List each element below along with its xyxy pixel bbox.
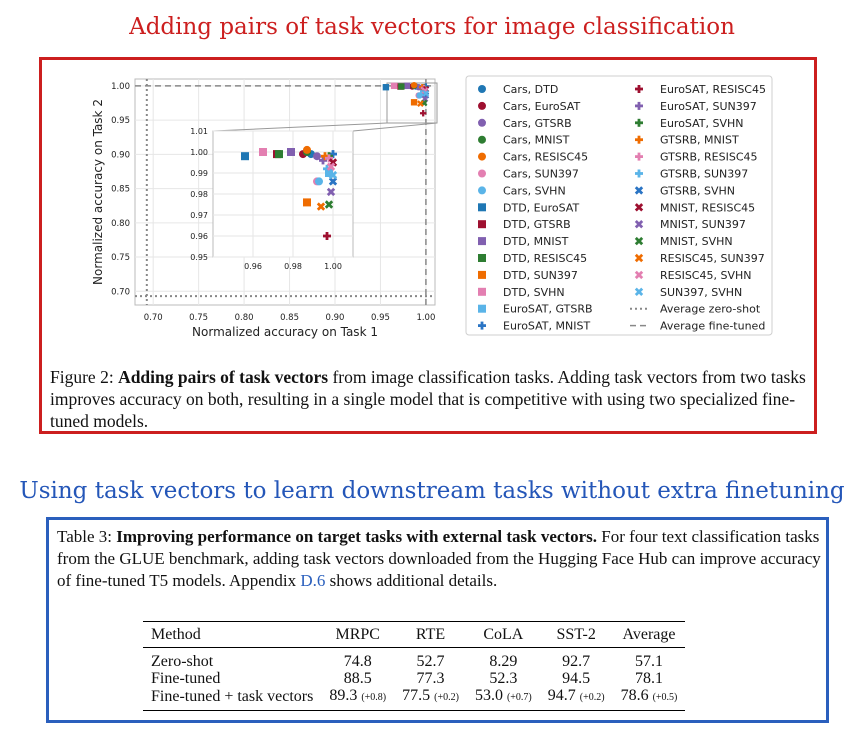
legend-label: DTD, SVHN (503, 285, 565, 299)
legend-label: EuroSAT, SUN397 (660, 99, 757, 113)
inset-point (287, 148, 295, 156)
value: 92.7 (562, 653, 591, 670)
table-caption (57, 526, 823, 592)
legend-label: GTSRB, SVHN (660, 184, 736, 198)
legend-marker (478, 153, 486, 161)
legend-label: EuroSAT, MNIST (503, 319, 591, 333)
scatter-figure (42, 60, 814, 360)
legend-marker-shape (478, 288, 486, 296)
legend-label: Cars, GTSRB (503, 116, 572, 130)
delta: (+0.2) (579, 692, 605, 703)
value: 77.3 (416, 670, 445, 687)
main-point (398, 83, 404, 89)
inset-y-tick-label: 1.00 (190, 148, 208, 157)
legend-label: GTSRB, SUN397 (660, 167, 749, 181)
value: 52.7 (416, 653, 445, 670)
value-cell (467, 687, 540, 711)
value-cell (321, 648, 394, 671)
main-point-shape (391, 83, 397, 89)
legend-label: EuroSAT, GTSRB (503, 302, 593, 316)
legend-marker (478, 186, 486, 194)
value: 57.1 (634, 653, 663, 670)
inset-point-shape (241, 152, 249, 160)
method-cell: Fine-tuned + task vectors (143, 687, 321, 711)
value-cell (613, 687, 686, 711)
legend-label: Cars, EuroSAT (503, 99, 581, 113)
table-caption-bold: Improving performance on target tasks with external task vectors. (116, 527, 598, 546)
legend-marker (478, 203, 486, 211)
inset-y-tick-label: 0.97 (190, 211, 208, 220)
legend-marker-shape (478, 102, 486, 110)
delta: (+0.5) (652, 692, 678, 703)
value: 94.5 (562, 670, 591, 687)
inset-point (259, 148, 267, 156)
table-box (46, 517, 829, 723)
legend-marker-shape (478, 254, 486, 262)
x-axis-label: Normalized accuracy on Task 1 (192, 325, 378, 339)
legend-label: Cars, SVHN (503, 184, 566, 198)
main-point (383, 84, 389, 90)
method-cell: Fine-tuned (151, 670, 221, 687)
legend-marker-shape (638, 85, 641, 93)
value-cell (467, 648, 540, 671)
y-tick-label: 0.70 (111, 287, 130, 298)
legend-marker (478, 220, 486, 228)
legend-label: Cars, DTD (503, 83, 559, 96)
legend-marker-shape (478, 220, 486, 228)
legend-label: Average fine-tuned (660, 319, 766, 333)
inset-point (275, 150, 283, 158)
inset-point-shape (259, 148, 267, 156)
legend-marker (478, 305, 486, 313)
legend-marker-shape (478, 85, 486, 93)
legend-label: DTD, EuroSAT (503, 201, 580, 215)
value: 52.3 (489, 670, 518, 687)
legend-label: DTD, MNIST (503, 235, 569, 249)
value-cell (540, 670, 613, 687)
legend-label: RESISC45, SUN397 (660, 252, 765, 265)
legend-label: DTD, GTSRB (503, 218, 571, 232)
table-row (143, 670, 685, 687)
legend-label: GTSRB, MNIST (660, 133, 739, 147)
value-cell (467, 670, 540, 687)
x-tick-label: 0.90 (325, 313, 345, 323)
value-cell (394, 670, 467, 687)
method-cell: Zero-shot (151, 653, 214, 670)
legend-marker-shape (478, 203, 486, 211)
legend-marker-shape (478, 186, 486, 194)
y-tick-label: 0.90 (111, 150, 130, 161)
y-tick-label: 0.80 (111, 218, 130, 229)
x-tick-label: 1.00 (416, 313, 436, 323)
value-cell (321, 670, 394, 687)
value: 53.0 (474, 687, 503, 704)
figure-caption (50, 366, 812, 432)
delta: (+0.2) (434, 692, 459, 703)
legend-label: RESISC45, SVHN (660, 268, 752, 282)
legend-label: EuroSAT, RESISC45 (660, 83, 766, 96)
legend-marker-shape (638, 170, 641, 178)
legend-marker (478, 170, 486, 178)
legend-label: MNIST, RESISC45 (660, 201, 756, 215)
header-average: Average (613, 622, 686, 648)
legend-label: Cars, RESISC45 (503, 150, 589, 164)
section-title-image-classification: Adding pairs of task vectors for image classification (129, 14, 735, 40)
legend-marker (478, 119, 486, 127)
legend-label: DTD, SUN397 (503, 268, 578, 282)
legend-label: EuroSAT, SVHN (660, 116, 744, 130)
figure-box (39, 57, 817, 434)
legend-marker (478, 136, 486, 144)
y-axis-label: Normalized accuracy on Task 2 (91, 99, 105, 285)
value-cell (394, 687, 467, 711)
legend-label: Average zero-shot (660, 302, 761, 316)
value: 8.29 (489, 653, 518, 670)
legend-marker-shape (478, 136, 486, 144)
value: 74.8 (343, 653, 372, 670)
legend-label: SUN397, SVHN (660, 285, 743, 299)
y-tick-label: 1.00 (111, 81, 130, 92)
inset-point (315, 177, 323, 185)
inset-y-tick-label: 0.99 (190, 169, 208, 178)
value: 78.1 (634, 670, 663, 687)
legend-marker (478, 254, 486, 262)
legend-marker-shape (481, 322, 484, 330)
main-point-shape (404, 83, 410, 89)
main-point (411, 82, 417, 88)
legend-marker (478, 271, 486, 279)
legend-marker (478, 102, 486, 110)
main-point (404, 83, 410, 89)
inset-point-shape (315, 177, 323, 185)
y-tick-label: 0.85 (111, 184, 130, 195)
value-cell (394, 648, 467, 671)
legend-marker-shape (478, 153, 486, 161)
x-tick-label: 0.75 (189, 313, 209, 323)
value-cell (321, 687, 394, 711)
inset-point-shape (287, 148, 295, 156)
legend-label: Cars, SUN397 (503, 167, 579, 181)
main-point-shape (411, 82, 417, 88)
delta: (+0.7) (506, 692, 532, 703)
table-caption-end: shows additional details. (325, 571, 498, 590)
inset-point-shape (303, 146, 311, 154)
inset-x-tick-label: 0.96 (244, 262, 262, 271)
inset-point (241, 152, 249, 160)
value: 77.5 (402, 687, 431, 704)
legend-marker (478, 85, 486, 93)
inset-point-shape (303, 198, 311, 206)
inset-y-tick-label: 0.96 (190, 232, 208, 241)
table-header-row (143, 622, 685, 648)
legend-marker (478, 237, 486, 245)
legend-label: DTD, RESISC45 (503, 252, 588, 265)
figure-caption-label: Figure 2: (50, 367, 114, 387)
main-point-shape (422, 110, 424, 116)
value-cell (540, 687, 613, 711)
inset-x-tick-label: 1.00 (324, 262, 342, 271)
table-row (143, 648, 685, 671)
section-title-downstream: Using task vectors to learn downstream tasks without extra finetuning (19, 478, 845, 504)
legend-marker (478, 288, 486, 296)
legend-marker-shape (478, 170, 486, 178)
value-cell (540, 648, 613, 671)
figure-caption-bold: Adding pairs of task vectors (118, 367, 329, 387)
figure-caption-text: from image classification tasks. Adding task vectors from two tasks improves accuracy on both, resulting in a single model that is competitive with using two specialized fine-tuned models. (50, 367, 806, 431)
legend-marker-shape (638, 136, 641, 144)
inset-point (303, 146, 311, 154)
x-tick-label: 0.80 (234, 313, 254, 323)
inset-point (303, 198, 311, 206)
appendix-link[interactable]: D.6 (300, 571, 326, 590)
table-row (143, 687, 685, 711)
legend-marker-shape (478, 237, 486, 245)
header-sst2: SST-2 (540, 622, 613, 648)
value: 88.5 (343, 670, 372, 687)
x-tick-label: 0.70 (143, 313, 163, 323)
legend-marker-shape (638, 102, 641, 110)
inset-y-tick-label: 0.98 (190, 190, 208, 199)
inset-x-tick-label: 0.98 (284, 262, 302, 271)
header-rte: RTE (394, 622, 467, 648)
main-point-shape (411, 99, 417, 105)
inset-y-tick-label: 0.95 (190, 253, 208, 262)
y-tick-label: 0.95 (111, 116, 130, 127)
main-point (391, 83, 397, 89)
value: 78.6 (620, 687, 649, 704)
legend-marker-shape (638, 119, 641, 127)
inset-point-shape (326, 232, 329, 240)
value: 94.7 (547, 687, 576, 704)
legend-marker-shape (478, 119, 486, 127)
table-caption-label: Table 3: (57, 527, 112, 546)
main-point (411, 99, 417, 105)
header-method: Method (143, 622, 321, 648)
header-cola: CoLA (467, 622, 540, 648)
legend-marker-shape (638, 153, 641, 161)
main-point-shape (383, 84, 389, 90)
delta: (+0.8) (361, 692, 387, 703)
main-point-shape (398, 83, 404, 89)
header-mrpc: MRPC (321, 622, 394, 648)
legend-label: Cars, MNIST (503, 133, 570, 147)
x-tick-label: 0.95 (370, 313, 390, 323)
legend-marker-shape (478, 305, 486, 313)
results-table (143, 621, 685, 711)
legend-marker-shape (478, 271, 486, 279)
inset-point-shape (275, 150, 283, 158)
value: 89.3 (329, 687, 358, 704)
x-tick-label: 0.85 (280, 313, 300, 323)
legend-label: GTSRB, RESISC45 (660, 150, 758, 164)
y-tick-label: 0.75 (111, 253, 130, 264)
value-cell (613, 670, 686, 687)
inset-y-tick-label: 1.01 (190, 127, 208, 136)
legend-label: MNIST, SVHN (660, 235, 733, 249)
value-cell (613, 648, 686, 671)
legend-label: MNIST, SUN397 (660, 218, 746, 232)
table-caption-text: For four text classification tasks from the GLUE benchmark, adding task vectors downloaded from the Hugging Face Hub can improve accuracy of fine-tuned T5 models. Appendix (57, 527, 821, 590)
